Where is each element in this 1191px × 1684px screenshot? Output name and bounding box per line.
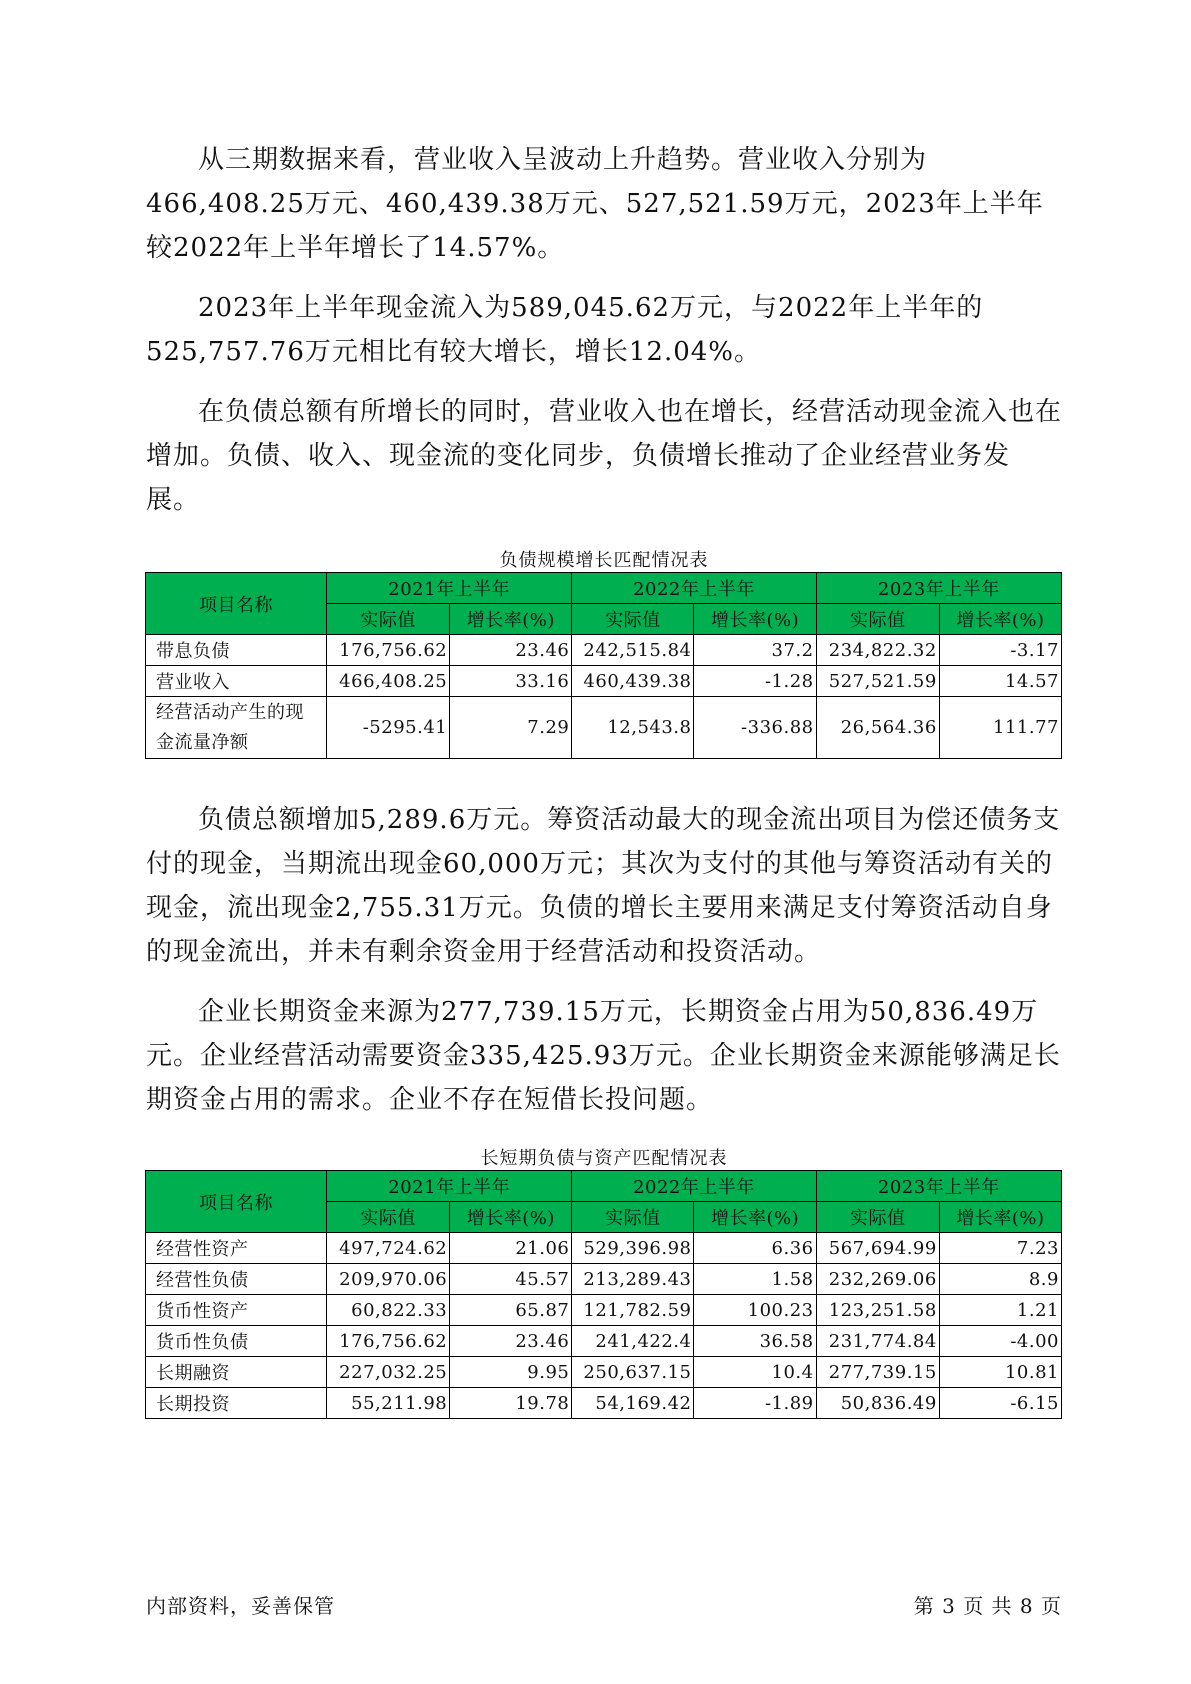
cell-value: 529,396.98 bbox=[572, 1233, 694, 1264]
debt-asset-match-table bbox=[145, 1170, 1062, 1419]
header-period-2021: 2021年上半年 bbox=[327, 573, 572, 604]
table1-caption: 负债规模增长匹配情况表 bbox=[499, 550, 709, 571]
cell-value: 55,211.98 bbox=[327, 1388, 450, 1419]
cell-value: -336.88 bbox=[694, 697, 816, 759]
table-row bbox=[146, 1233, 1062, 1264]
table-row bbox=[146, 1326, 1062, 1357]
header-growth: 增长率(%) bbox=[939, 1202, 1061, 1233]
cell-value: 227,032.25 bbox=[327, 1357, 450, 1388]
cell-value: 111.77 bbox=[939, 697, 1061, 759]
cell-value: 23.46 bbox=[450, 635, 572, 666]
cell-value: 10.81 bbox=[939, 1357, 1061, 1388]
debt-scale-table bbox=[145, 572, 1062, 759]
cell-value: 14.57 bbox=[939, 666, 1061, 697]
cell-value: 466,408.25 bbox=[327, 666, 450, 697]
cell-value: 9.95 bbox=[450, 1357, 572, 1388]
cell-value: 232,269.06 bbox=[816, 1264, 939, 1295]
header-period-2021: 2021年上半年 bbox=[327, 1171, 572, 1202]
header-growth: 增长率(%) bbox=[450, 604, 572, 635]
cell-value: 213,289.43 bbox=[572, 1264, 694, 1295]
row-name: 经营活动产生的现金流量净额 bbox=[146, 697, 327, 759]
header-period-2023: 2023年上半年 bbox=[816, 573, 1061, 604]
table-row bbox=[146, 1388, 1062, 1419]
cell-value: 45.57 bbox=[450, 1264, 572, 1295]
paragraph-financing-activities: 负债总额增加5,289.6万元。筹资活动最大的现金流出项目为偿还债务支付的现金，当期流出现金60,000万元；其次为支付的其他与筹资活动有关的现金，流出现金2,755.31万元。负债的增长主要用来满足支付筹资活动自身的现金流出，并未有剩余资金用于经营活动和投资活动。 bbox=[146, 805, 1061, 967]
table-row bbox=[146, 666, 1062, 697]
row-name: 带息负债 bbox=[146, 635, 327, 666]
table-row bbox=[146, 697, 1062, 759]
cell-value: 21.06 bbox=[450, 1233, 572, 1264]
cell-value: 277,739.15 bbox=[816, 1357, 939, 1388]
cell-value: 121,782.59 bbox=[572, 1295, 694, 1326]
header-actual: 实际值 bbox=[816, 604, 939, 635]
cell-value: 100.23 bbox=[694, 1295, 816, 1326]
row-name: 长期融资 bbox=[146, 1357, 327, 1388]
cell-value: -6.15 bbox=[939, 1388, 1061, 1419]
header-growth: 增长率(%) bbox=[694, 1202, 816, 1233]
cell-value: 37.2 bbox=[694, 635, 816, 666]
header-actual: 实际值 bbox=[327, 1202, 450, 1233]
cell-value: -5295.41 bbox=[327, 697, 450, 759]
cell-value: 50,836.49 bbox=[816, 1388, 939, 1419]
footer-page-number: 第 3 页 共 8 页 bbox=[913, 1594, 1062, 1618]
cell-value: 1.21 bbox=[939, 1295, 1061, 1326]
cell-value: 209,970.06 bbox=[327, 1264, 450, 1295]
header-growth: 增长率(%) bbox=[694, 604, 816, 635]
header-actual: 实际值 bbox=[816, 1202, 939, 1233]
cell-value: -3.17 bbox=[939, 635, 1061, 666]
row-name: 经营性负债 bbox=[146, 1264, 327, 1295]
cell-value: 60,822.33 bbox=[327, 1295, 450, 1326]
cell-value: 26,564.36 bbox=[816, 697, 939, 759]
cell-value: 497,724.62 bbox=[327, 1233, 450, 1264]
header-growth: 增长率(%) bbox=[939, 604, 1061, 635]
cell-value: 567,694.99 bbox=[816, 1233, 939, 1264]
cell-value: -4.00 bbox=[939, 1326, 1061, 1357]
cell-value: 7.23 bbox=[939, 1233, 1061, 1264]
cell-value: 33.16 bbox=[450, 666, 572, 697]
cell-value: 527,521.59 bbox=[816, 666, 939, 697]
table-row bbox=[146, 1264, 1062, 1295]
table-row bbox=[146, 635, 1062, 666]
cell-value: 6.36 bbox=[694, 1233, 816, 1264]
header-actual: 实际值 bbox=[572, 604, 694, 635]
header-growth: 增长率(%) bbox=[450, 1202, 572, 1233]
paragraph-cash-inflow: 2023年上半年现金流入为589,045.62万元，与2022年上半年的525,757.76万元相比有较大增长，增长12.04%。 bbox=[146, 293, 984, 367]
row-name: 货币性资产 bbox=[146, 1295, 327, 1326]
cell-value: -1.89 bbox=[694, 1388, 816, 1419]
cell-value: 7.29 bbox=[450, 697, 572, 759]
table-row bbox=[146, 1295, 1062, 1326]
row-name: 经营性资产 bbox=[146, 1233, 327, 1264]
cell-value: 23.46 bbox=[450, 1326, 572, 1357]
cell-value: 54,169.42 bbox=[572, 1388, 694, 1419]
cell-value: 250,637.15 bbox=[572, 1357, 694, 1388]
cell-value: 234,822.32 bbox=[816, 635, 939, 666]
header-actual: 实际值 bbox=[327, 604, 450, 635]
header-actual: 实际值 bbox=[572, 1202, 694, 1233]
table-row bbox=[146, 1357, 1062, 1388]
footer-confidential-note: 内部资料，妥善保管 bbox=[146, 1594, 335, 1618]
cell-value: 19.78 bbox=[450, 1388, 572, 1419]
row-name: 长期投资 bbox=[146, 1388, 327, 1419]
cell-value: 242,515.84 bbox=[572, 635, 694, 666]
cell-value: 36.58 bbox=[694, 1326, 816, 1357]
cell-value: 241,422.4 bbox=[572, 1326, 694, 1357]
paragraph-long-term-funds: 企业长期资金来源为277,739.15万元，长期资金占用为50,836.49万元。企业经营活动需要资金335,425.93万元。企业长期资金来源能够满足长期资金占用的需求。企业不存在短借长投问题。 bbox=[146, 997, 1061, 1115]
cell-value: 123,251.58 bbox=[816, 1295, 939, 1326]
header-period-2022: 2022年上半年 bbox=[572, 1171, 816, 1202]
paragraph-revenue-trend: 从三期数据来看，营业收入呈波动上升趋势。营业收入分别为466,408.25万元、460,439.38万元、527,521.59万元，2023年上半年较2022年上半年增长了14.57%。 bbox=[146, 145, 1044, 263]
header-item-name: 项目名称 bbox=[146, 1171, 327, 1233]
paragraph-debt-growth: 在负债总额有所增长的同时，营业收入也在增长，经营活动现金流入也在增加。负债、收入、现金流的变化同步，负债增长推动了企业经营业务发展。 bbox=[146, 397, 1063, 515]
row-name: 营业收入 bbox=[146, 666, 327, 697]
header-period-2023: 2023年上半年 bbox=[816, 1171, 1061, 1202]
cell-value: 8.9 bbox=[939, 1264, 1061, 1295]
cell-value: -1.28 bbox=[694, 666, 816, 697]
header-item-name: 项目名称 bbox=[146, 573, 327, 635]
cell-value: 65.87 bbox=[450, 1295, 572, 1326]
cell-value: 176,756.62 bbox=[327, 1326, 450, 1357]
cell-value: 12,543.8 bbox=[572, 697, 694, 759]
cell-value: 1.58 bbox=[694, 1264, 816, 1295]
table2-caption: 长短期负债与资产匹配情况表 bbox=[480, 1148, 728, 1169]
header-period-2022: 2022年上半年 bbox=[572, 573, 816, 604]
cell-value: 460,439.38 bbox=[572, 666, 694, 697]
cell-value: 231,774.84 bbox=[816, 1326, 939, 1357]
cell-value: 10.4 bbox=[694, 1357, 816, 1388]
cell-value: 176,756.62 bbox=[327, 635, 450, 666]
row-name: 货币性负债 bbox=[146, 1326, 327, 1357]
